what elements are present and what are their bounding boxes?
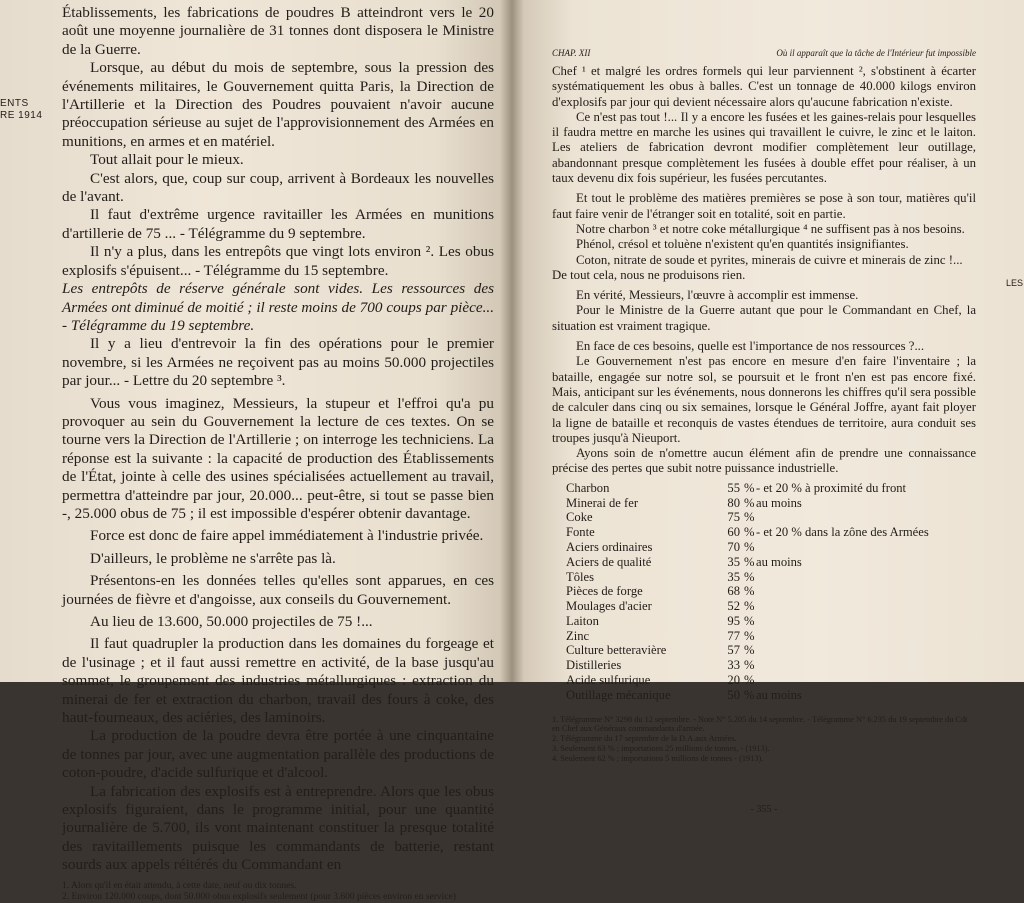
left-paragraph: Il faut quadrupler la production dans les domaines du forgeage et de l'usinage ; et il faut aussi remettre en activité, de la base jusqu'au sommet, le groupement des industries métallurgiques : extraction du minerai de fer et extraction du charbon, travail des fours à coke, des haut-fourneaux, des aciéries, des laminoirs.	[62, 635, 494, 727]
resource-value: 20	[727, 673, 740, 688]
previous-page-margin	[0, 98, 42, 122]
footnote: 3. Seulement 63 % ; importations 25 millions de tonnes, - (1913).	[552, 744, 770, 754]
book-gutter	[500, 0, 524, 682]
resource-percent: %	[744, 539, 755, 554]
footnote: 1. Télégramme N° 3298 du 12 septembre. - Note N° 5.205 du 14 septembre. - Télégramme N° 6.235 du 19 septembre du Cdt en Chef aux Généraux commandants d'armée.	[552, 714, 968, 734]
resource-row	[566, 540, 929, 555]
left-paragraph: Tout allait pour le mieux.	[90, 151, 244, 169]
running-header	[552, 48, 976, 58]
resource-value: 35	[727, 554, 740, 569]
left-paragraph: Force est donc de faire appel immédiatement à l'industrie privée.	[90, 527, 484, 545]
resource-value: 35	[727, 569, 740, 584]
page-number: - 355 -	[750, 803, 778, 815]
resource-percent: %	[744, 525, 755, 540]
resource-row	[566, 570, 929, 585]
resource-percent: %	[744, 628, 755, 643]
resource-row	[566, 688, 929, 703]
resource-value: 68	[727, 584, 740, 599]
left-paragraph: Au lieu de 13.600, 50.000 projectiles de 75 !...	[90, 613, 373, 630]
margin-line: RE 1914	[0, 110, 43, 121]
resource-row	[566, 584, 929, 599]
resource-note	[756, 540, 929, 555]
resource-percent: %	[744, 495, 755, 510]
chapter-title: Où il apparaît que la tâche de l'Intérieur fut impossible	[776, 48, 976, 58]
resource-note: au moins	[756, 554, 802, 569]
resource-name: Pièces de forge	[566, 584, 643, 599]
right-paragraph: En face de ces besoins, quelle est l'importance de nos ressources ?...	[576, 339, 925, 354]
resource-note	[756, 673, 929, 688]
resource-value: 52	[727, 599, 740, 614]
resource-row	[566, 510, 929, 525]
resource-value: 55	[727, 480, 740, 495]
right-page	[512, 0, 1024, 815]
left-paragraph: Présentons-en les données telles qu'elles sont apparues, en ces journées de fièvre et d'angoisse, aux conseils du Gouvernement.	[62, 572, 494, 608]
resource-value: 75	[727, 510, 740, 525]
resource-note	[756, 570, 929, 585]
footnote: 2. Environ 120.000 coups, dont 50.000 obus explosifs seulement (pour 3.600 pièces environ en service)	[62, 891, 456, 902]
right-paragraph: Ayons soin de n'omettre aucun élément afin de prendre une connaissance précise des pertes que subit notre puissance industrielle.	[552, 446, 976, 476]
left-page	[0, 0, 512, 902]
right-paragraph: Et tout le problème des matières premières se pose à son tour, matières qu'il faut faire venir de l'étranger soit en totalité, soit en partie.	[552, 191, 976, 221]
resource-percent: %	[744, 643, 755, 658]
resource-value: 77	[727, 628, 740, 643]
left-paragraph: Lorsque, au début du mois de septembre, sous la pression des événements militaires, le Gouvernement quitta Paris, la Direction de l'Artillerie et la Direction des Poudres pouvaient n'avoir aucune préoccupation sérieuse au sujet de l'approvisionnement des Armées en munitions, en armes et en matériel.	[62, 59, 494, 150]
resource-value: 60	[727, 525, 740, 540]
resource-value: 50	[727, 687, 740, 702]
resource-row	[566, 496, 929, 511]
left-paragraph: Les entrepôts de réserve générale sont vides. Les ressources des Armées ont diminué de moitié ; il reste moins de 700 coups par pièce... - Télégramme du 19 septembre.	[62, 280, 494, 334]
footnote: 2. Télégramme du 17 septembre de la D.A.aux Armées.	[552, 734, 737, 744]
resource-value: 95	[727, 613, 740, 628]
right-paragraph: Chef ¹ et malgré les ordres formels qui leur parviennent ², s'obstinent à écarter systématiquement les obus à balles. C'est un tonnage de 40.000 kilogs environ d'explosifs par jour qui devient nécessaire alors qu'aucune fabrication n'existe.	[552, 64, 976, 109]
footnote: 1. Alors qu'il en était attendu, à cette date, neuf ou dix tonnes.	[62, 880, 297, 891]
resource-name: Culture betteravière	[566, 643, 667, 658]
resource-percent: %	[744, 569, 755, 584]
resource-note	[756, 584, 929, 599]
resource-note	[756, 629, 929, 644]
resource-note: - et 20 % dans la zône des Armées	[756, 525, 929, 540]
left-paragraph: D'ailleurs, le problème ne s'arrête pas là.	[90, 549, 336, 567]
left-footnotes	[62, 881, 494, 903]
margin-line: ENTS	[0, 98, 29, 109]
resource-percent: %	[744, 613, 755, 628]
next-page-margin: LES	[1006, 278, 1024, 288]
resource-row	[566, 629, 929, 644]
industrial-losses-table	[566, 481, 929, 703]
resource-percent: %	[744, 480, 755, 495]
right-paragraph: Notre charbon ³ et notre coke métallurgique ⁴ ne suffisent pas à nos besoins.	[576, 221, 965, 236]
resource-note	[756, 614, 929, 629]
right-paragraph: De tout cela, nous ne produisons rien.	[552, 267, 746, 282]
resource-percent: %	[744, 673, 755, 688]
right-paragraph: Pour le Ministre de la Guerre autant que pour le Commandant en Chef, la situation est vraiment tragique.	[552, 303, 976, 333]
resource-name: Minerai de fer	[566, 495, 639, 510]
left-paragraph: Il faut d'extrême urgence ravitailler les Armées en munitions d'artillerie de 75 ... - Télégramme du 9 septembre.	[62, 206, 494, 242]
resource-value: 33	[727, 658, 740, 673]
left-paragraph: Il n'y a plus, dans les entrepôts que vingt lots environ ². Les obus explosifs s'épuisent... - Télégramme du 15 septembre.	[62, 243, 494, 279]
resource-row	[566, 658, 929, 673]
resource-name: Laiton	[566, 613, 599, 628]
resource-name: Coke	[566, 510, 593, 525]
resource-value: 80	[727, 495, 740, 510]
right-paragraph: Le Gouvernement n'est pas encore en mesure d'en faire l'inventaire ; la bataille, engagée sur notre sol, se poursuit et le front n'en est pas encore fixé. Mais, anticipant sur les événements, nous donnerons les chiffres qu'il sera possible de calculer dans cinq ou six semaines, lorsque le Général Joffre, ayant fait ployer la ligne de bataille et reconquis de vastes étendues de territoire, aura conduit ses troupes jusqu'à Nieuport.	[552, 354, 976, 445]
left-paragraph: Établissements, les fabrications de poudres B atteindront vers le 20 août une moyenne journalière de 31 tonnes dont disposera le Ministre de la Guerre.	[62, 4, 494, 58]
resource-name: Fonte	[566, 525, 595, 540]
resource-name: Aciers de qualité	[566, 554, 652, 569]
left-paragraph: Vous vous imaginez, Messieurs, la stupeur et l'effroi qu'a pu provoquer au sein du Gouvernement la lecture de ces textes. On se tourne vers la Direction de l'Artillerie ; on interroge les techniciens. La réponse est la suivante : la capacité de production des Établissements de l'État, jointe à celle des usines spécialisées actuellement au travail, permettra d'atteindre par jour, 20.000... peut-être, si tout se passe bien -, 25.000 obus de 75 ; il est impossible d'espérer obtenir davantage.	[62, 394, 494, 522]
right-paragraph: Ce n'est pas tout !... Il y a encore les fusées et les gaines-relais pour lesquelles il faudra mettre en marche les usines qui travaillent le cuivre, le zinc et le laiton. Les ateliers de fabrication devront modifier complètement leur outillage, abandonnant presque complètement les fusées à double effet pour réaliser, à un taux devenu dix fois supérieur, les fusées percutantes.	[552, 109, 976, 186]
left-paragraph: La fabrication des explosifs est à entreprendre. Alors que les obus explosifs figuraient, dans le programme initial, pour une quantité journalière de 5.700, ils vont maintenant constituer la presque totalité des ravitaillements puisque les commandants de batterie, restant sourds aux appels réitérés du Commandant en	[62, 782, 494, 874]
left-paragraph: Il y a lieu d'entrevoir la fin des opérations pour le premier novembre, si les Armées ne reçoivent pas au moins 50.000 projectiles par jour... - Lettre du 20 septembre ³.	[62, 335, 494, 390]
resource-row	[566, 481, 929, 496]
resource-note: au moins	[756, 687, 802, 702]
resource-row	[566, 643, 929, 658]
resource-percent: %	[744, 510, 755, 525]
left-paragraph: La production de la poudre devra être portée à une cinquantaine de tonnes par jour, avec une augmentation parallèle des productions de coton-poudre, d'acide sulfurique et d'alcool.	[62, 727, 494, 782]
resource-percent: %	[744, 584, 755, 599]
footnote: 4. Seulement 62 % ; importations 5 millions de tonnes - (1913).	[552, 753, 764, 763]
resource-name: Acide sulfurique	[566, 673, 651, 688]
resource-name: Charbon	[566, 480, 610, 495]
resource-note: - et 20 % à proximité du front	[756, 480, 907, 495]
left-paragraph: C'est alors, que, coup sur coup, arrivent à Bordeaux les nouvelles de l'avant.	[62, 169, 494, 206]
resource-row	[566, 555, 929, 570]
resource-row	[566, 614, 929, 629]
resource-name: Aciers ordinaires	[566, 539, 653, 554]
resource-percent: %	[744, 687, 755, 702]
right-paragraph: Coton, nitrate de soude et pyrites, minerais de cuivre et minerais de zinc !...	[576, 252, 963, 267]
resource-value: 70	[727, 539, 740, 554]
right-paragraph: En vérité, Messieurs, l'œuvre à accomplir est immense.	[576, 288, 859, 303]
resource-note	[756, 510, 929, 525]
resource-percent: %	[744, 554, 755, 569]
resource-value: 57	[727, 643, 740, 658]
resource-row	[566, 599, 929, 614]
resource-note	[756, 599, 929, 614]
right-footnotes	[552, 715, 976, 764]
resource-name: Moulages d'acier	[566, 599, 652, 614]
resource-name: Distilleries	[566, 658, 622, 673]
resource-name: Tôles	[566, 569, 594, 584]
resource-note	[756, 643, 929, 658]
resource-row	[566, 673, 929, 688]
resource-percent: %	[744, 658, 755, 673]
resource-note	[756, 658, 929, 673]
right-paragraph: Phénol, crésol et toluène n'existent qu'en quantités insignifiantes.	[576, 237, 909, 252]
resource-name: Outillage mécanique	[566, 687, 671, 702]
resource-percent: %	[744, 599, 755, 614]
resource-note: au moins	[756, 495, 802, 510]
resource-row	[566, 525, 929, 540]
chapter-label: CHAP. XII	[552, 48, 591, 58]
resource-name: Zinc	[566, 628, 590, 643]
